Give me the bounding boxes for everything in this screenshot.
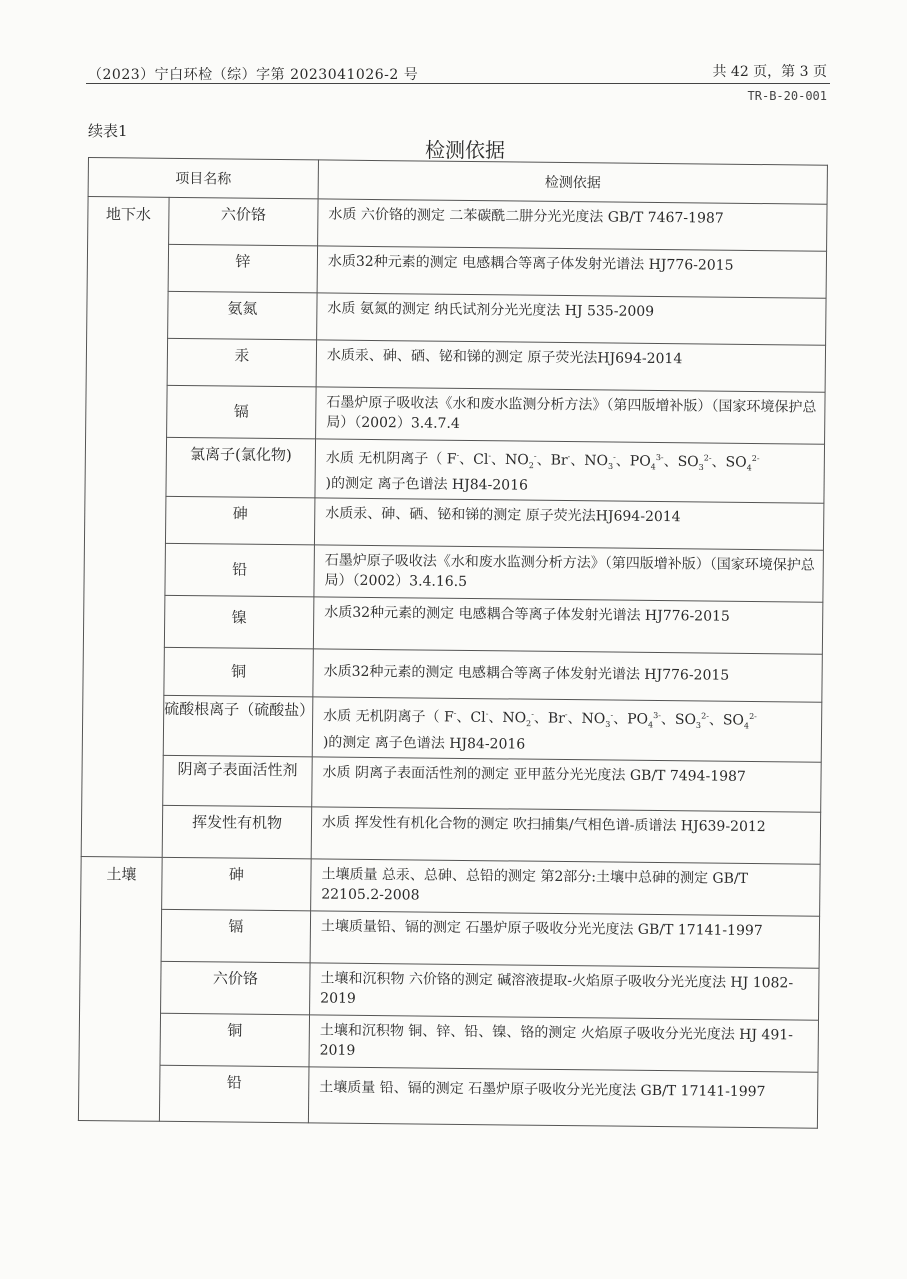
item-name: 挥发性有机物: [162, 805, 312, 859]
table-row: [81, 804, 821, 864]
table-row: [81, 856, 821, 916]
item-name: 汞: [167, 338, 316, 387]
basis-text: 水质 无机阴离子（ F-、Cl-、$NO_2^-$、Br-、$NO_3^-$、$PO_4^{3-}$、$SO_3^{2-}$、$SO_4^{2-}$ )的测定 离子色谱法 HJ84-2016: [312, 697, 822, 762]
basis-text: 土壤和沉积物 六价铬的测定 碱溶液提取-火焰原子吸收分光光度法 HJ 1082-2019: [310, 963, 820, 1020]
item-name: 砷: [162, 857, 312, 911]
table-row: [84, 496, 823, 551]
basis-text: 土壤质量 铅、镉的测定 石墨炉原子吸收分光光度法 GB/T 17141-1997: [308, 1067, 818, 1128]
item-name: 铜: [164, 648, 313, 698]
basis-text: 石墨炉原子吸收法《水和废水监测分析方法》（第四版增补版）（国家环境保护总局）（2002）3.4.16.5: [314, 545, 824, 602]
table-row: [78, 1064, 818, 1128]
category-groundwater: 地下水: [81, 197, 169, 858]
basis-text: 水质32种元素的测定 电感耦合等离子体发射光谱法 HJ776-2015: [317, 246, 826, 298]
item-name: 砷: [165, 497, 314, 546]
table-row: [84, 543, 824, 603]
basis-text: 水质汞、砷、硒、铋和锑的测定 原子荧光法HJ694-2014: [316, 340, 825, 392]
basis-text: 水质32种元素的测定 电感耦合等离子体发射光谱法 HJ776-2015: [313, 649, 822, 702]
table-row: [82, 695, 822, 762]
table-row: [87, 290, 826, 345]
basis-text: 水质 挥发性有机化合物的测定 吹扫捕集/气相色谱-质谱法 HJ639-2012: [311, 807, 821, 864]
header-rule: [86, 83, 830, 84]
basis-text: 水质32种元素的测定 电感耦合等离子体发射光谱法 HJ776-2015: [313, 597, 823, 654]
item-name: 镉: [167, 385, 317, 439]
item-name: 铅: [159, 1065, 309, 1123]
item-name: 铜: [160, 1013, 310, 1067]
table-row: [85, 436, 825, 503]
form-code: TR-B-20-001: [747, 89, 827, 103]
table-continuation-note: 续表1: [88, 122, 128, 140]
basis-text: 石墨炉原子吸收法《水和废水监测分析方法》（第四版增补版）（国家环境保护总局）（2002）3.4.7.4: [316, 387, 826, 444]
page-title: 检测依据: [425, 138, 505, 162]
page-info: 共 42 页，第 3 页: [712, 64, 827, 80]
basis-text: 水质 六价铬的测定 二苯碳酰二肼分光光度法 GB/T 7467-1987: [318, 199, 827, 251]
item-name: 硫酸根离子（硫酸盐）: [163, 696, 313, 757]
basis-text: 土壤和沉积物 铜、锌、铅、镍、铬的测定 火焰原子吸收分光光度法 HJ 491-2019: [309, 1015, 819, 1072]
table-row: [80, 960, 820, 1020]
basis-text: 土壤质量铅、镉的测定 石墨炉原子吸收分光光度法 GB/T 17141-1997: [310, 911, 820, 968]
table-row: [86, 337, 825, 392]
basis-text: 水质 无机阴离子（ F-、Cl-、$NO_2^-$、Br-、$NO_3^-$、$PO_4^{3-}$、$SO_3^{2-}$、$SO_4^{2-}$ )的测定 离子色谱法 HJ84-2016: [315, 439, 825, 504]
table-row: [80, 908, 820, 968]
column-header-item: 项目名称: [88, 158, 318, 199]
detection-basis-table: [78, 157, 828, 1129]
basis-text: 水质汞、砷、硒、铋和锑的测定 原子荧光法HJ694-2014: [314, 498, 823, 550]
column-header-basis: 检测依据: [318, 160, 827, 204]
item-name: 六价铬: [161, 961, 311, 1015]
basis-text: 水质 阴离子表面活性剂的测定 亚甲蓝分光光度法 GB/T 7494-1987: [312, 757, 821, 812]
item-name: 氯离子(氯化物): [166, 437, 316, 498]
table-row: [79, 1012, 819, 1072]
item-name: 六价铬: [169, 197, 318, 246]
item-name: 镍: [164, 596, 314, 650]
basis-text: 土壤质量 总汞、总砷、总铅的测定 第2部分:土壤中总砷的测定 GB/T 22105.2-2008: [311, 859, 821, 916]
item-name: 镉: [161, 909, 311, 963]
table-row: [82, 754, 821, 812]
category-soil: 土壤: [78, 856, 162, 1121]
report-number: （2023）宁白环检（综）字第 2023041026-2 号: [88, 67, 419, 83]
item-name: 阴离子表面活性剂: [163, 755, 313, 807]
table-row: [83, 595, 823, 655]
item-name: 铅: [165, 544, 315, 598]
item-name: 氨氮: [168, 291, 317, 340]
table-row: [86, 384, 826, 444]
item-name: 锌: [168, 244, 317, 293]
table-row: [83, 647, 822, 703]
basis-text: 水质 氨氮的测定 纳氏试剂分光光度法 HJ 535-2009: [317, 293, 826, 345]
table-row: [88, 197, 827, 252]
table-row: [87, 244, 826, 299]
